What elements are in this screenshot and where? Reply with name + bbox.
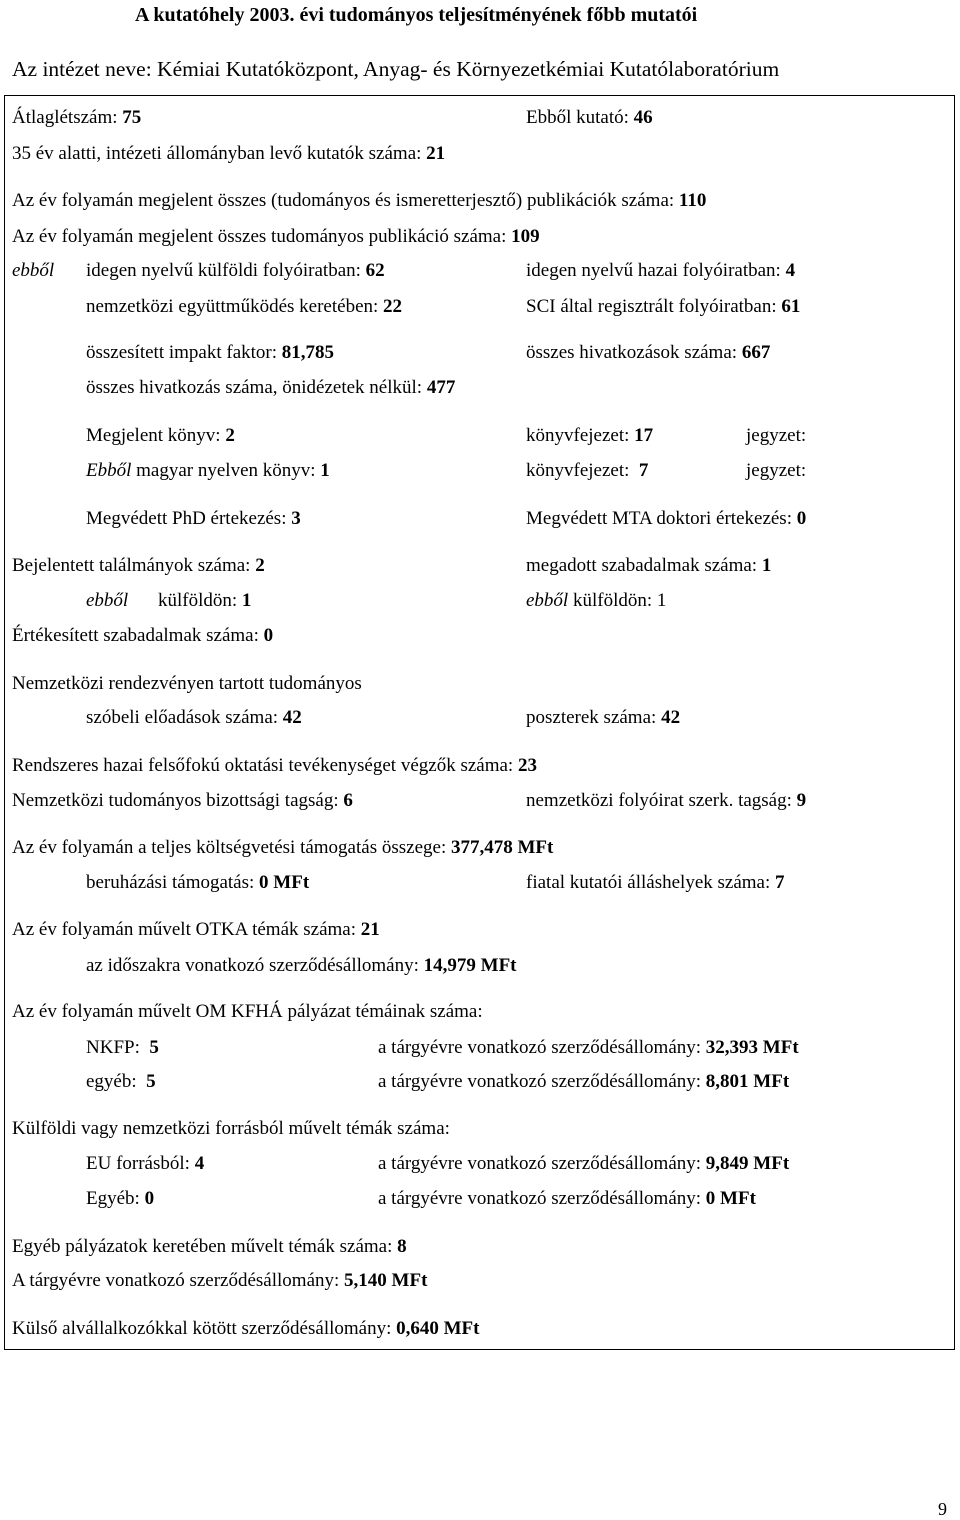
subcontract-label: Külső alvállalkozókkal kötött szerződésállomány: (12, 1318, 392, 1339)
committee-line (12, 790, 353, 812)
institute-name: Az intézet neve: Kémiai Kutatóközpont, Anyag- és Környezetkémiai Kutatólaboratórium (12, 57, 780, 81)
domestic-journals-value: 4 (785, 260, 796, 281)
sold-patents-value: 0 (263, 625, 274, 646)
young-positions-label: fiatal kutatói álláshelyek száma: (526, 872, 771, 893)
publications-total-value: 110 (678, 190, 707, 211)
publications-scientific-value: 109 (511, 226, 540, 247)
foreign-eu-line (86, 1153, 204, 1175)
teaching-label: Rendszeres hazai felsőfokú oktatási tevékenységet végzők száma: (12, 755, 514, 776)
phd-label: Megvédett PhD értekezés: (86, 508, 287, 529)
book-line (86, 425, 235, 447)
otka-contracts-value: 14,979 MFt (423, 955, 517, 976)
oral-label: szóbeli előadások száma: (86, 707, 279, 728)
other-contracts-value: 5,140 MFt (344, 1270, 428, 1291)
hu-chapter-value: 7 (638, 460, 649, 481)
inventions-of-which: ebből (86, 590, 129, 611)
publications-scientific-label: Az év folyamán megjelent összes tudományos publikáció száma: (12, 226, 507, 247)
granted-abroad-label: külföldön: (572, 590, 653, 611)
domestic-journals-line (526, 260, 795, 282)
foreign-eu-contract-label: a tárgyévre vonatkozó szerződésállomány: (378, 1153, 702, 1174)
inventions-abroad-label: külföldön: (158, 590, 238, 611)
headcount-label: Átlaglétszám: (12, 107, 118, 128)
foreign-other-line (86, 1188, 154, 1210)
publications-total-line (12, 190, 706, 212)
om-other-contract-line (378, 1071, 789, 1093)
committee-value: 6 (343, 790, 353, 811)
international-coop-label: nemzetközi együttműködés keretében: (86, 296, 379, 317)
foreign-other-label: Egyéb: (86, 1188, 140, 1209)
investment-label: beruházási támogatás: (86, 872, 255, 893)
hu-chapter-label: könyvfejezet: (526, 460, 630, 481)
budget-total-line (12, 837, 553, 859)
mta-label: Megvédett MTA doktori értekezés: (526, 508, 792, 529)
headcount-value: 75 (122, 107, 142, 128)
other-topics-value: 8 (397, 1236, 407, 1257)
inventions-abroad-line (158, 590, 251, 612)
citations-total-line (526, 342, 770, 364)
granted-label: megadott szabadalmak száma: (526, 555, 758, 576)
otka-topics-line (12, 919, 380, 941)
headcount-line (12, 107, 141, 129)
page-title: A kutatóhely 2003. évi tudományos teljesítményének főbb mutatói (135, 4, 698, 26)
citations-total-label: összes hivatkozások száma: (526, 342, 738, 363)
young-researchers-label: 35 év alatti, intézeti állományban levő kutatók száma: (12, 143, 422, 164)
inventions-label: Bejelentett találmányok száma: (12, 555, 251, 576)
young-positions-line (526, 872, 785, 894)
mta-line (526, 508, 806, 530)
editorial-line (526, 790, 806, 812)
editorial-label: nemzetközi folyóirat szerk. tagság: (526, 790, 792, 811)
chapter-line (526, 425, 653, 447)
sci-journals-label: SCI által regisztrált folyóiratban: (526, 296, 777, 317)
oral-value: 42 (282, 707, 302, 728)
om-nkfp-line (86, 1037, 159, 1059)
otka-contracts-label: az időszakra vonatkozó szerződésállomány: (86, 955, 419, 976)
otka-topics-label: Az év folyamán művelt OTKA témák száma: (12, 919, 357, 940)
foreign-eu-label: EU forrásból: (86, 1153, 190, 1174)
oral-line (86, 707, 302, 729)
sci-journals-line (526, 296, 800, 318)
citations-no-self-label: összes hivatkozás száma, önidézetek nélkül: (86, 377, 423, 398)
committee-label: Nemzetközi tudományos bizottsági tagság: (12, 790, 339, 811)
inventions-abroad-value: 1 (241, 590, 252, 611)
mta-value: 0 (796, 508, 807, 529)
hu-book-label: magyar nyelven könyv: (136, 460, 316, 481)
young-positions-value: 7 (775, 872, 785, 893)
om-heading: Az év folyamán művelt OM KFHÁ pályázat témáinak száma: (12, 1001, 483, 1022)
impact-factor-line (86, 342, 334, 364)
sold-patents-label: Értékesített szabadalmak száma: (12, 625, 259, 646)
researchers-value: 46 (633, 107, 653, 128)
granted-line (526, 555, 771, 577)
other-topics-label: Egyéb pályázatok keretében művelt témák száma: (12, 1236, 393, 1257)
domestic-journals-label: idegen nyelvű hazai folyóiratban: (526, 260, 781, 281)
book-value: 2 (225, 425, 235, 446)
teaching-value: 23 (517, 755, 537, 776)
foreign-other-value: 0 (144, 1188, 155, 1209)
hu-prefix: Ebből (86, 460, 132, 481)
note-label: jegyzet: (746, 425, 807, 446)
granted-of-which: ebből (526, 590, 569, 611)
subcontract-line (12, 1318, 480, 1340)
citations-total-value: 667 (741, 342, 771, 363)
hu-chapter-line (526, 460, 648, 482)
otka-topics-value: 21 (360, 919, 380, 940)
investment-line (86, 872, 309, 894)
budget-total-label: Az év folyamán a teljes költségvetési támogatás összege: (12, 837, 447, 858)
chapter-label: könyvfejezet: (526, 425, 630, 446)
foreign-journals-line (86, 260, 385, 282)
om-other-contract-label: a tárgyévre vonatkozó szerződésállomány: (378, 1071, 702, 1092)
foreign-other-contract-line (378, 1188, 756, 1210)
phd-line (86, 508, 301, 530)
om-other-contract-value: 8,801 MFt (705, 1071, 790, 1092)
granted-value: 1 (761, 555, 772, 576)
young-researchers-value: 21 (426, 143, 446, 164)
impact-factor-value: 81,785 (281, 342, 335, 363)
sold-patents-line (12, 625, 273, 647)
events-heading: Nemzetközi rendezvényen tartott tudományos (12, 673, 362, 694)
posters-value: 42 (661, 707, 681, 728)
inventions-value: 2 (255, 555, 265, 576)
other-topics-line (12, 1236, 407, 1258)
hu-book-value: 1 (320, 460, 330, 481)
citations-no-self-line (86, 377, 455, 399)
om-nkfp-contract-label: a tárgyévre vonatkozó szerződésállomány: (378, 1037, 702, 1058)
foreign-eu-contract-value: 9,849 MFt (705, 1153, 790, 1174)
subcontract-value: 0,640 MFt (396, 1318, 480, 1339)
researchers-line (526, 107, 653, 129)
young-researchers-line (12, 143, 445, 165)
foreign-heading: Külföldi vagy nemzetközi forrásból művelt témák száma: (12, 1118, 450, 1139)
om-nkfp-label: NKFP: (86, 1037, 140, 1058)
granted-abroad-value: 1 (656, 590, 667, 611)
om-other-label: egyéb: (86, 1071, 137, 1092)
foreign-journals-value: 62 (365, 260, 385, 281)
foreign-eu-value: 4 (194, 1153, 205, 1174)
chapter-value: 17 (634, 425, 654, 446)
posters-line (526, 707, 680, 729)
international-coop-value: 22 (383, 296, 403, 317)
foreign-other-contract-value: 0 MFt (705, 1188, 756, 1209)
hu-book-line (86, 460, 330, 482)
citations-no-self-value: 477 (426, 377, 456, 398)
om-nkfp-contract-line (378, 1037, 799, 1059)
teaching-line (12, 755, 537, 777)
publications-of-which: ebből (12, 260, 55, 281)
sci-journals-value: 61 (781, 296, 801, 317)
inventions-line (12, 555, 265, 577)
hu-note-label: jegyzet: (746, 460, 807, 481)
budget-total-value: 377,478 MFt (450, 837, 554, 858)
foreign-eu-contract-line (378, 1153, 789, 1175)
foreign-other-contract-label: a tárgyévre vonatkozó szerződésállomány: (378, 1188, 702, 1209)
book-label: Megjelent könyv: (86, 425, 221, 446)
posters-label: poszterek száma: (526, 707, 657, 728)
phd-value: 3 (291, 508, 301, 529)
publications-scientific-line (12, 226, 540, 248)
om-other-value: 5 (146, 1071, 156, 1092)
om-other-line (86, 1071, 156, 1093)
impact-factor-label: összesített impakt faktor: (86, 342, 278, 363)
publications-total-label: Az év folyamán megjelent összes (tudományos és ismeretterjesztő) publikációk száma: (12, 190, 675, 211)
other-contracts-label: A tárgyévre vonatkozó szerződésállomány: (12, 1270, 340, 1291)
researchers-label: Ebből kutató: (526, 107, 629, 128)
granted-abroad-line (526, 590, 666, 612)
other-contracts-line (12, 1270, 427, 1292)
om-nkfp-value: 5 (149, 1037, 159, 1058)
om-nkfp-contract-value: 32,393 MFt (705, 1037, 799, 1058)
investment-value: 0 MFt (259, 872, 310, 893)
page-number: 9 (938, 1499, 947, 1519)
otka-contracts-line (86, 955, 517, 977)
international-coop-line (86, 296, 402, 318)
foreign-journals-label: idegen nyelvű külföldi folyóiratban: (86, 260, 361, 281)
editorial-value: 9 (796, 790, 807, 811)
